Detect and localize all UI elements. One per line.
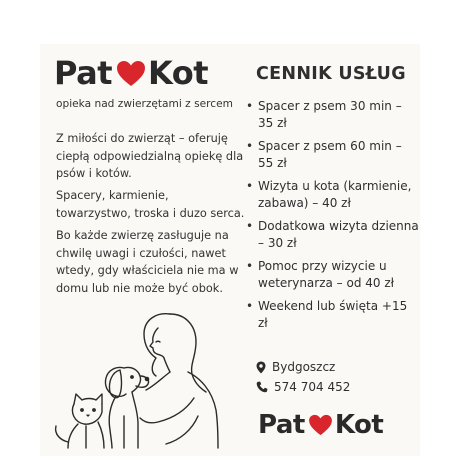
heart-icon — [116, 60, 146, 87]
location-pin-icon — [256, 361, 266, 374]
phone-text[interactable]: 574 704 452 — [274, 380, 351, 394]
brand-right-text: Kot — [334, 410, 384, 440]
phone-icon — [256, 381, 268, 393]
price-item: • Spacer z psem 30 min – 35 zł — [246, 98, 420, 132]
city-text: Bydgoszcz — [272, 360, 336, 374]
intro-paragraph-2: Spacery, karmienie, towarzystwo, troska i duzo serca. — [56, 189, 245, 220]
brand-logo-top — [54, 54, 208, 92]
flyer — [40, 44, 420, 456]
contact-phone[interactable] — [256, 380, 350, 394]
price-item: • Dodatkowa wizyta dzienna – 30 zł — [246, 218, 420, 252]
heart-icon — [308, 414, 333, 436]
price-item: • Spacer z psem 60 min – 55 zł — [246, 138, 420, 172]
brand-logo-bottom — [258, 410, 383, 440]
price-item: • Wizyta u kota (karmienie, zabawa) – 40 zł — [246, 178, 420, 212]
intro-paragraph-3: Bo każde zwierzę zasługuje na chwilę uwagi i czułości, nawet wtedy, gdy właściciela nie ma w domu lub nie może być obok. — [56, 229, 239, 295]
woman-dog-cat-illustration — [46, 306, 228, 450]
price-item: • Pomoc przy wizycie u weterynarza – od 40 zł — [246, 258, 420, 292]
pricelist-title: CENNIK USŁUG — [256, 64, 406, 84]
pricelist — [246, 98, 420, 332]
brand-right-text: Kot — [147, 54, 208, 92]
brand-left-text: Pat — [258, 410, 305, 440]
price-item: • Weekend lub święta +15 zł — [246, 298, 420, 332]
brand-left-text: Pat — [54, 54, 112, 92]
intro-paragraph-1: Z miłości do zwierząt – oferuję ciepłą odpowiedzialną opiekę dla psów i kotów. — [56, 132, 244, 180]
contact-city — [256, 360, 335, 374]
tagline: opieka nad zwierzętami z sercem — [56, 98, 233, 110]
